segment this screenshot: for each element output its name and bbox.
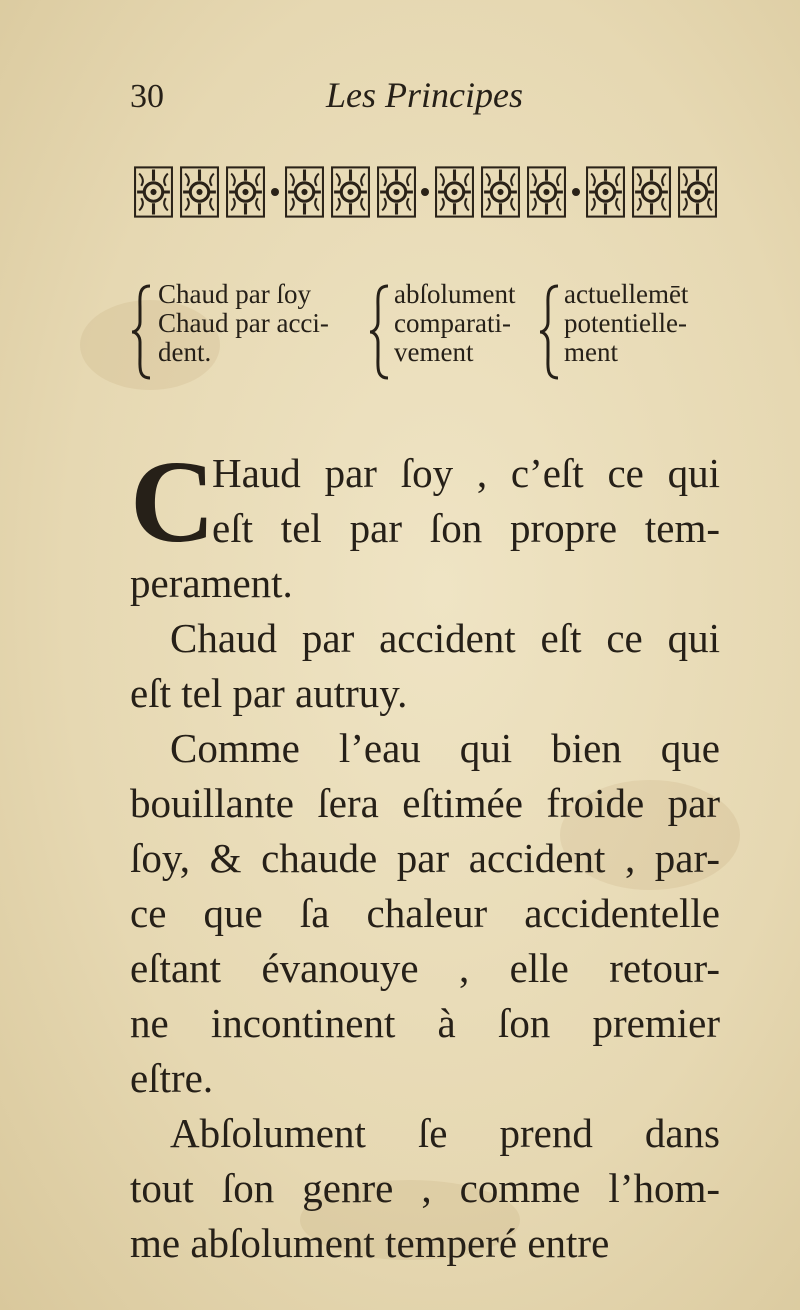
- text-line-content: tout ſon genre , comme l’hom-: [130, 1165, 720, 1211]
- table-cell: actuellemēt: [564, 279, 689, 309]
- text-line: [130, 446, 720, 501]
- text-line: [130, 1106, 720, 1161]
- text-line-content: Haud par ſoy , c’eſt ce qui: [212, 450, 720, 496]
- text-line: [130, 831, 720, 886]
- page-number: 30: [130, 78, 164, 115]
- text-line-content: ne incontinent à ſon premier: [130, 1000, 720, 1046]
- text-line: [130, 776, 720, 831]
- classification-table: [130, 280, 730, 380]
- fleuron-icon: [376, 165, 417, 219]
- table-cell: abſolument: [394, 279, 516, 309]
- ornament-band: [133, 162, 718, 222]
- fleuron-icon: [677, 165, 718, 219]
- text-line: [130, 501, 720, 556]
- fleuron-icon: [585, 165, 626, 219]
- fleuron-icon: [631, 165, 672, 219]
- text-line-content: eſt tel par ſon propre tem-: [212, 505, 720, 551]
- text-line: [130, 996, 720, 1051]
- fleuron-icon: [434, 165, 475, 219]
- text-line: [130, 1161, 720, 1216]
- table-cell: Chaud par acci-: [158, 308, 329, 338]
- table-cell: ment: [564, 337, 618, 367]
- text-line: [130, 666, 720, 721]
- table-cell: potentielle-: [564, 308, 687, 338]
- text-line: [130, 556, 720, 611]
- body-text: [130, 436, 720, 1271]
- fleuron-icon: [133, 165, 174, 219]
- text-line-content: Comme l’eau qui bien que: [170, 725, 720, 771]
- text-line-content: eſtre.: [130, 1055, 214, 1101]
- left-brace-icon: [130, 284, 154, 380]
- fleuron-icon: [284, 165, 325, 219]
- text-line-content: me abſolument temperé entre: [130, 1220, 610, 1266]
- text-line: [130, 941, 720, 996]
- brace-icon: [538, 284, 562, 380]
- fleuron-icon: [179, 165, 220, 219]
- ornament-dot: [271, 188, 279, 196]
- table-column-2: [394, 280, 515, 367]
- text-line: [130, 1051, 720, 1106]
- table-cell: Chaud par ſoy: [158, 279, 311, 309]
- brace-icon: [368, 284, 392, 380]
- table-column-3: [564, 280, 688, 367]
- fleuron-icon: [225, 165, 266, 219]
- table-cell: comparati-: [394, 308, 511, 338]
- table-cell: vement: [394, 337, 474, 367]
- fleuron-icon: [526, 165, 567, 219]
- text-line: [130, 721, 720, 776]
- text-line: [130, 611, 720, 666]
- fleuron-icon: [330, 165, 371, 219]
- text-line-content: bouillante ſera eſtimée froide par: [130, 780, 720, 826]
- fleuron-icon: [480, 165, 521, 219]
- text-line-content: eſtant évanouye , elle retour-: [130, 945, 720, 991]
- text-line: [130, 886, 720, 941]
- drop-cap: C: [130, 436, 216, 567]
- text-line: [130, 1216, 720, 1271]
- text-line-content: Chaud par accident eſt ce qui: [170, 615, 720, 661]
- text-line-content: eſt tel par autruy.: [130, 670, 408, 716]
- running-head: [0, 70, 800, 120]
- text-line-content: ce que ſa chaleur accidentelle: [130, 890, 720, 936]
- table-cell: dent.: [158, 337, 212, 367]
- table-column-1: [158, 280, 329, 367]
- text-line-content: ſoy, & chaude par accident , par-: [130, 835, 720, 881]
- ornament-dot: [421, 188, 429, 196]
- text-line-content: Abſolument ſe prend dans: [170, 1110, 720, 1156]
- page-title: Les Principes: [326, 75, 523, 115]
- ornament-dot: [572, 188, 580, 196]
- text-line-content: perament.: [130, 560, 293, 606]
